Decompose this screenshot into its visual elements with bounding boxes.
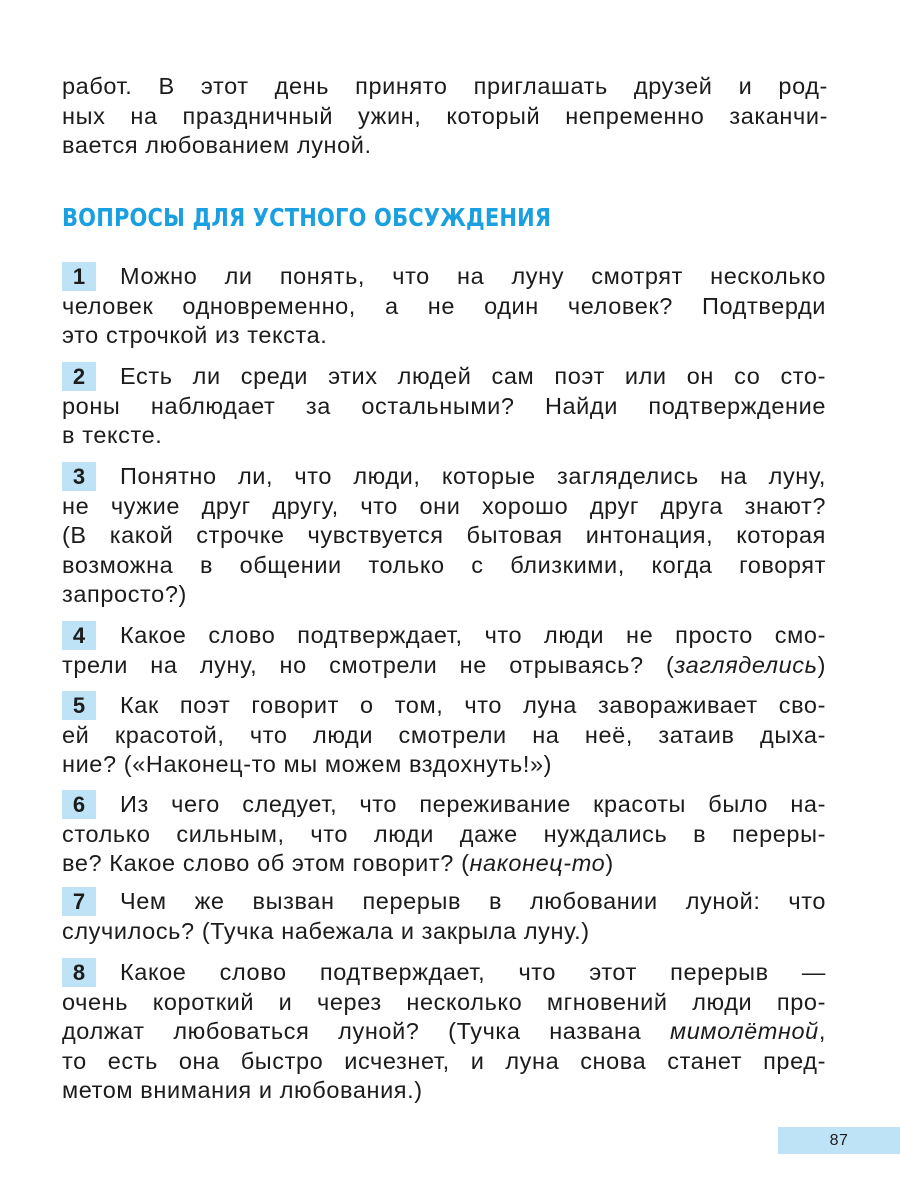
- italic-term: мимолётной: [670, 1018, 819, 1044]
- intro-paragraph: [62, 72, 828, 161]
- question-line: Какое слово подтверждает, что люди не просто смо-: [120, 622, 826, 648]
- question-line: (В какой строчке чувствуется бытовая интонация, которая: [62, 522, 826, 548]
- question-line: ей красотой, что люди смотрели на неё, затаив дыха-: [62, 721, 826, 748]
- question-line: запросто?): [62, 581, 187, 607]
- question-item: [62, 958, 826, 1106]
- answer: (загляделись): [665, 651, 826, 678]
- question-line: не чужие друг другу, что они хорошо друг друга знают?: [62, 492, 826, 519]
- answer-word: наконец-то: [469, 850, 606, 876]
- question-line: трели на луну, но смотрели не отрываясь? (загляделись): [62, 651, 826, 678]
- question-line: столько сильным, что люди даже нуждались в переры-: [62, 820, 826, 847]
- question-line: очень короткий и через несколько мгновений люди про-: [62, 988, 826, 1015]
- question-line: в тексте.: [62, 422, 163, 448]
- question-line: должат любоваться луной? (Тучка названа мимолётной,: [62, 1018, 826, 1044]
- question-line: случилось? (Тучка набежала и закрыла луну.): [62, 917, 590, 944]
- question-item: [62, 790, 826, 879]
- text-line: ных на праздничный ужин, который непременно заканчи-: [62, 102, 828, 129]
- page-number: 87: [778, 1127, 900, 1154]
- answer: (наконец-то): [461, 850, 614, 876]
- section-heading: ВОПРОСЫ ДЛЯ УСТНОГО ОБСУЖДЕНИЯ: [62, 203, 552, 232]
- question-line: то есть она быстро исчезнет, и луна снова станет пред-: [62, 1047, 826, 1074]
- question-line: ние? («Наконец-то мы можем вздохнуть!»): [62, 751, 553, 777]
- question-number: 2: [62, 362, 96, 391]
- text-line: работ. В этот день принято приглашать друзей и род-: [62, 73, 828, 99]
- question-item: [62, 887, 826, 946]
- question-item: [62, 462, 826, 610]
- question-line: человек одновременно, а не один человек? Подтверди: [62, 292, 826, 319]
- question-line: Как поэт говорит о том, что луна завораживает сво-: [120, 692, 826, 718]
- answer-word: загляделись: [674, 651, 818, 678]
- question-number: 3: [62, 462, 96, 491]
- question-line: метом внимания и любования.): [62, 1077, 423, 1103]
- question-line: Понятно ли, что люди, которые загляделись на луну,: [120, 463, 826, 489]
- question-line: ве? Какое слово об этом говорит? (наконец-то): [62, 850, 614, 876]
- question-line: Чем же вызван перерыв в любовании луной: что: [120, 888, 826, 914]
- question-line: Из чего следует, что переживание красоты было на-: [120, 791, 826, 817]
- question-number: 5: [62, 691, 96, 720]
- question-line: роны наблюдает за остальными? Найди подтверждение: [62, 392, 826, 419]
- question-item: [62, 621, 826, 680]
- question-line: это строчкой из текста.: [62, 322, 328, 348]
- question-number: 6: [62, 790, 96, 819]
- question-number: 1: [62, 262, 96, 291]
- question-line: Можно ли понять, что на луну смотрят несколько: [120, 263, 826, 289]
- question-number: 7: [62, 887, 96, 916]
- question-number: 8: [62, 958, 96, 987]
- question-item: [62, 691, 826, 780]
- question-item: [62, 262, 826, 351]
- text-line: вается любованием луной.: [62, 132, 372, 158]
- question-line: Есть ли среди этих людей сам поэт или он со сто-: [120, 363, 826, 389]
- question-number: 4: [62, 621, 96, 650]
- question-line: Какое слово подтверждает, что этот перерыв —: [120, 959, 826, 985]
- question-item: [62, 362, 826, 451]
- question-line: возможна в общении только с близкими, когда говорят: [62, 551, 826, 578]
